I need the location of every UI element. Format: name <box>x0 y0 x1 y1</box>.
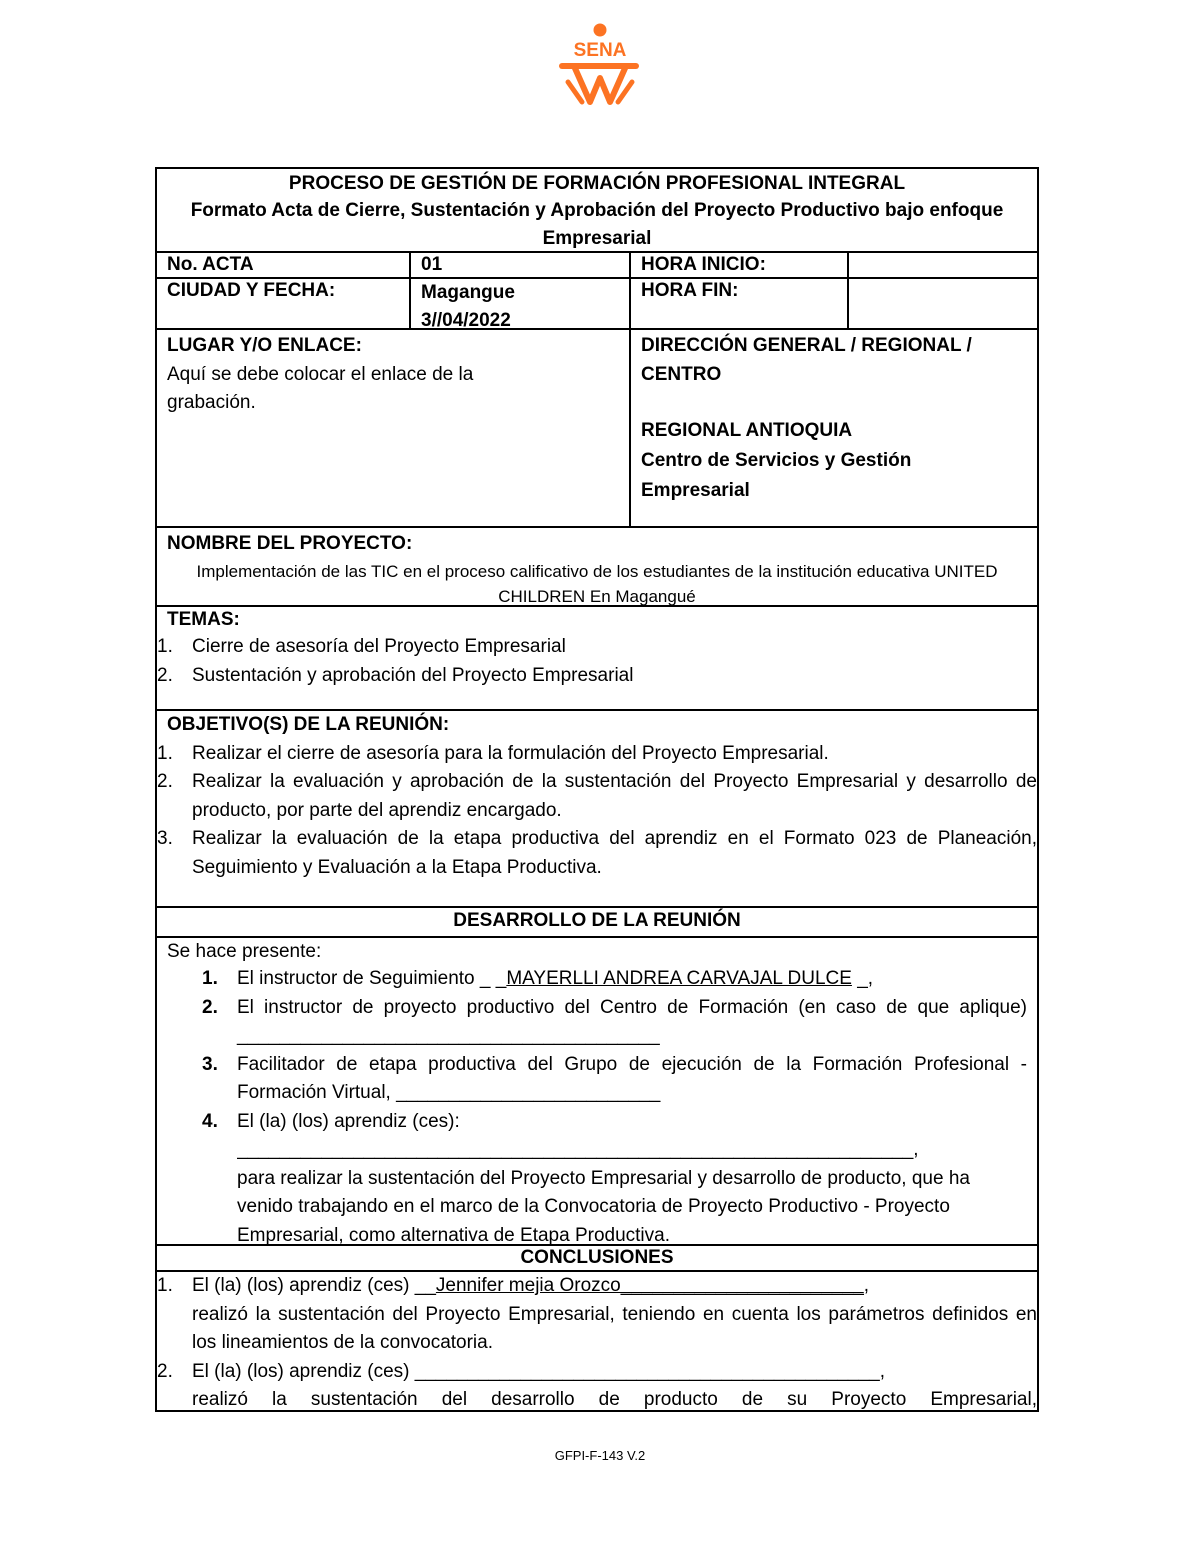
objetivos-label: OBJETIVO(S) DE LA REUNIÓN: <box>167 714 450 735</box>
list-text: Realizar la evaluación y aprobación de la sustentación del Proyecto Empresarial y desarrollo de producto, por parte del aprendiz encargado. <box>192 771 1037 821</box>
acta-label: No. ACTA <box>167 254 254 275</box>
list-text: Realizar el cierre de asesoría para la formulación del Proyecto Empresarial. <box>192 742 829 764</box>
desarrollo-label: DESARROLLO DE LA REUNIÓN <box>453 910 741 931</box>
list-number: 1. <box>157 742 173 764</box>
list-number: 3. <box>157 828 173 849</box>
fecha-value: 3//04/2022 <box>421 310 511 331</box>
proyecto-row <box>157 528 1037 607</box>
sena-logo <box>556 22 644 106</box>
aprendiz-text: para realizar la sustentación del Proyecto Empresarial y desarrollo de producto, que ha venido trabajando en el marco de la Convocatoria de Proyecto Productivo - Proyecto Empresarial, como alternativa de Etapa Productiva. <box>237 1167 970 1246</box>
direccion-cell <box>629 330 1037 526</box>
list-item <box>202 1051 1027 1108</box>
ciudad-row <box>157 279 1037 330</box>
direccion-label: DIRECCIÓN GENERAL / REGIONAL / CENTRO <box>641 335 972 385</box>
list-number: 2. <box>157 664 173 686</box>
acta-row <box>157 253 1037 279</box>
lugar-row <box>157 330 1037 528</box>
list-number: 2. <box>202 996 218 1018</box>
desarrollo-pre: El instructor de Seguimiento _ _ <box>237 968 507 989</box>
list-number: 2. <box>157 1360 173 1382</box>
list-item <box>157 1358 1037 1415</box>
list-item <box>157 768 1037 825</box>
conclusion-pre: El (la) (los) aprendiz (ces) __ <box>192 1275 436 1296</box>
list-number: 4. <box>202 1110 218 1132</box>
list-number: 3. <box>202 1053 218 1075</box>
conclusiones-label: CONCLUSIONES <box>520 1247 674 1268</box>
desarrollo-list <box>157 965 1037 1250</box>
direccion-regional: REGIONAL ANTIOQUIA <box>641 420 853 441</box>
list-item <box>157 1272 1037 1358</box>
hora-fin-value <box>847 279 1037 328</box>
aprendiz-blank: ________________________________________________________________, <box>237 1139 919 1160</box>
desarrollo-header-row <box>157 908 1037 938</box>
list-number: 2. <box>157 771 173 792</box>
proyecto-label: NOMBRE DEL PROYECTO: <box>167 533 413 554</box>
form-subtitle: Formato Acta de Cierre, Sustentación y Aprobación del Proyecto Productivo bajo enfoque Empresarial <box>190 200 1004 249</box>
list-item <box>157 662 1037 691</box>
conclusiones-list <box>157 1272 1037 1415</box>
lugar-text: Aquí se debe colocar el enlace de la grabación. <box>167 363 474 413</box>
acta-form <box>155 167 1039 1412</box>
aprendiz-name: Jennifer mejia Orozco_______________________ <box>435 1275 864 1296</box>
ciudad-value-cell <box>409 279 629 331</box>
lugar-cell <box>157 330 629 526</box>
list-text: Realizar la evaluación de la etapa productiva del aprendiz en el Formato 023 de Planeación, Seguimiento y Evaluación a la Etapa Productiva. <box>192 828 1037 878</box>
list-item <box>157 740 1037 769</box>
conclusiones-header-row <box>157 1246 1037 1272</box>
temas-row <box>157 607 1037 711</box>
ciudad-label: CIUDAD Y FECHA: <box>167 280 336 301</box>
conclusion-pre: El (la) (los) aprendiz (ces) ____________________________________________, <box>192 1360 885 1382</box>
list-text: Sustentación y aprobación del Proyecto Empresarial <box>192 664 634 686</box>
list-number: 1. <box>202 968 218 989</box>
temas-label: TEMAS: <box>167 609 240 630</box>
list-text: Cierre de asesoría del Proyecto Empresarial <box>192 636 566 657</box>
instructor-seguimiento-value: MAYERLLI ANDREA CARVAJAL DULCE <box>506 968 852 989</box>
list-item <box>157 825 1037 882</box>
list-item <box>202 1108 1027 1251</box>
ciudad-value: Magangue <box>421 282 515 303</box>
conclusion-text: realizó la sustentación del Proyecto Empresarial, teniendo en cuenta los parámetros definidos en los lineamientos de la convocatoria. <box>192 1303 1037 1353</box>
list-item <box>202 965 1027 994</box>
desarrollo-intro: Se hace presente: <box>167 941 322 962</box>
temas-list <box>157 633 1037 690</box>
objetivos-row <box>157 711 1037 908</box>
hora-inicio-label: HORA INICIO: <box>629 253 847 277</box>
conclusion-text: realizó la sustentación del desarrollo de producto de su Proyecto Empresarial, <box>192 1389 1037 1410</box>
list-item <box>157 633 1037 662</box>
aprendiz-label: El (la) (los) aprendiz (ces): <box>237 1110 460 1132</box>
form-code: GFPI-F-143 V.2 <box>554 1448 646 1463</box>
desarrollo-row <box>157 938 1037 1246</box>
direccion-centro: Centro de Servicios y Gestión Empresarial <box>641 449 912 501</box>
hora-inicio-value <box>847 253 1037 277</box>
hora-fin-label: HORA FIN: <box>629 279 847 328</box>
conclusiones-row <box>157 1272 1037 1410</box>
conclusion-post: , <box>863 1275 870 1296</box>
acta-value: 01 <box>409 253 629 277</box>
desarrollo-post: _, <box>851 968 874 989</box>
svg-text:SENA: SENA <box>573 40 627 61</box>
list-text: El instructor de proyecto productivo del Centro de Formación (en caso de que aplique) ________________________________________ <box>237 996 1027 1046</box>
list-item <box>202 994 1027 1051</box>
objetivos-list <box>157 740 1037 883</box>
list-text: Facilitador de etapa productiva del Grupo de ejecución de la Formación Profesional -Formación Virtual, _________________________ <box>237 1053 1027 1103</box>
list-number: 1. <box>157 1275 173 1296</box>
list-number: 1. <box>157 636 173 657</box>
proyecto-text: Implementación de las TIC en el proceso calificativo de los estudiantes de la institución educativa UNITED CHILDREN En Magangué <box>196 561 998 606</box>
form-header <box>157 169 1037 253</box>
form-title: PROCESO DE GESTIÓN DE FORMACIÓN PROFESIONAL INTEGRAL <box>288 173 906 194</box>
lugar-label: LUGAR Y/O ENLACE: <box>167 335 362 356</box>
